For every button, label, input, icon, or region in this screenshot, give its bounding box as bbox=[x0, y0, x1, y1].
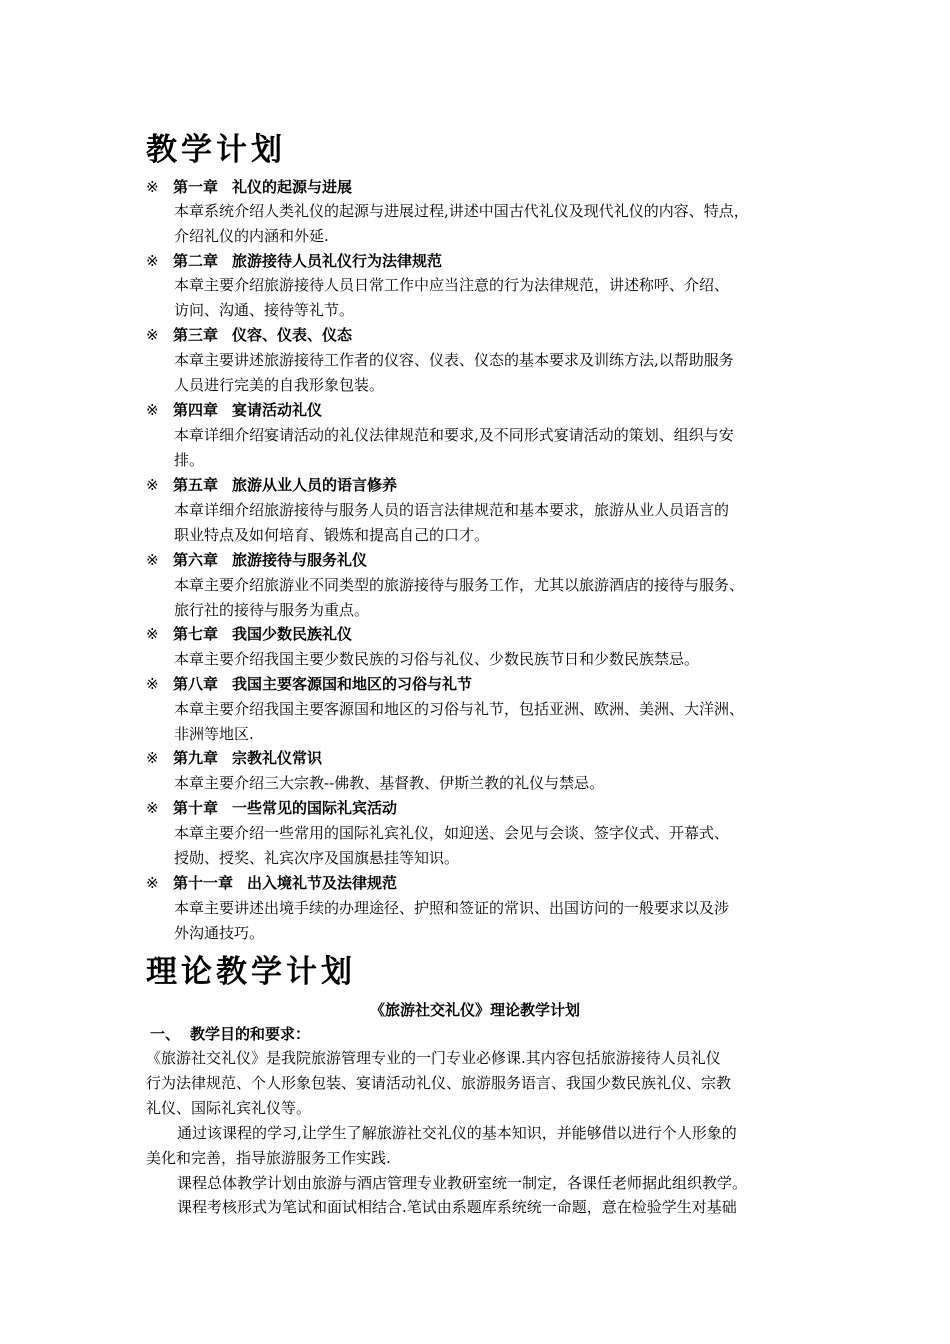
chapter-name: 旅游从业人员的语言修养 bbox=[232, 476, 398, 494]
chapter-desc-line: 本章主要介绍三大宗教--佛教、基督教、伊斯兰教的礼仪与禁忌。 bbox=[174, 774, 605, 792]
chapter-desc-line: 本章主要介绍旅游业不同类型的旅游接待与服务工作，尤其以旅游酒店的接待与服务、 bbox=[174, 576, 745, 594]
chapter-title bbox=[146, 474, 397, 496]
chapter-title bbox=[146, 176, 352, 198]
plan-heading: 教学计划 bbox=[146, 132, 286, 168]
chapter-desc-line: 旅行社的接待与服务为重点。 bbox=[174, 601, 370, 619]
chapter-name: 仪容、仪表、仪态 bbox=[232, 326, 353, 344]
chapter-desc-line: 本章主要介绍我国主要客源国和地区的习俗与礼节，包括亚洲、欧洲、美洲、大洋洲、 bbox=[174, 700, 745, 718]
chapter-title bbox=[146, 747, 322, 769]
paragraph-line: 《旅游社交礼仪》是我院旅游管理专业的一门专业必修课.其内容包括旅游接待人员礼仪 bbox=[146, 1049, 721, 1067]
theory-heading: 理论教学计划 bbox=[146, 954, 356, 990]
paragraph-line: 课程总体教学计划由旅游与酒店管理专业教研室统一制定，各课任老师据此组织教学。 bbox=[177, 1174, 748, 1192]
chapter-number: 第六章 bbox=[173, 551, 219, 569]
reference-mark: ※ bbox=[146, 252, 159, 270]
chapter-desc-line: 外沟通技巧。 bbox=[174, 924, 265, 942]
chapter-title bbox=[146, 623, 352, 645]
chapter-desc-line: 本章详细介绍宴请活动的礼仪法律规范和要求,及不同形式宴请活动的策划、组织与安 bbox=[174, 426, 734, 444]
chapter-desc-line: 本章详细介绍旅游接待与服务人员的语言法律规范和基本要求，旅游从业人员语言的 bbox=[174, 501, 730, 519]
reference-mark: ※ bbox=[146, 799, 159, 817]
chapter-name: 旅游接待与服务礼仪 bbox=[232, 551, 368, 569]
chapter-name: 一些常见的国际礼宾活动 bbox=[232, 799, 398, 817]
chapter-name: 旅游接待人员礼仪行为法律规范 bbox=[232, 252, 443, 270]
chapter-number: 第一章 bbox=[173, 178, 219, 196]
chapter-number: 第十一章 bbox=[173, 874, 234, 892]
chapter-name: 宴请活动礼仪 bbox=[232, 401, 323, 419]
chapter-desc-line: 本章主要介绍一些常用的国际礼宾礼仪，如迎送、会见与会谈、签字仪式、开幕式、 bbox=[174, 824, 730, 842]
reference-mark: ※ bbox=[146, 625, 159, 643]
chapter-number: 第二章 bbox=[173, 252, 219, 270]
theory-plan-title: 《旅游社交礼仪》理论教学计划 bbox=[369, 1001, 580, 1019]
chapter-number: 第四章 bbox=[173, 401, 219, 419]
reference-mark: ※ bbox=[146, 675, 159, 693]
chapter-title bbox=[146, 872, 397, 894]
chapter-desc-line: 本章系统介绍人类礼仪的起源与进展过程,讲述中国古代礼仪及现代礼仪的内容、特点， bbox=[174, 202, 749, 220]
reference-mark: ※ bbox=[146, 551, 159, 569]
chapter-title bbox=[146, 324, 352, 346]
chapter-title bbox=[146, 797, 397, 819]
chapter-desc-line: 介绍礼仪的内涵和外延. bbox=[174, 227, 329, 245]
chapter-desc-line: 授勋、授奖、礼宾次序及国旗悬挂等知识。 bbox=[174, 849, 460, 867]
paragraph-line: 行为法律规范、个人形象包装、宴请活动礼仪、旅游服务语言、我国少数民族礼仪、宗教 bbox=[146, 1074, 732, 1092]
reference-mark: ※ bbox=[146, 326, 159, 344]
chapter-desc-line: 本章主要介绍我国主要少数民族的习俗与礼仪、少数民族节日和少数民族禁忌。 bbox=[174, 650, 700, 668]
chapter-title bbox=[146, 399, 322, 421]
chapter-title bbox=[146, 673, 472, 695]
reference-mark: ※ bbox=[146, 178, 159, 196]
chapter-desc-line: 本章主要讲述旅游接待工作者的仪容、仪表、仪态的基本要求及训练方法,以帮助服务 bbox=[174, 351, 734, 369]
chapter-name: 我国少数民族礼仪 bbox=[232, 625, 353, 643]
chapter-number: 第三章 bbox=[173, 326, 219, 344]
chapter-title bbox=[146, 250, 442, 272]
section-title: 教学目的和要求： bbox=[190, 1025, 311, 1043]
paragraph-line: 通过该课程的学习,让学生了解旅游社交礼仪的基本知识，并能够借以进行个人形象的 bbox=[177, 1124, 737, 1142]
paragraph-line: 礼仪、国际礼宾礼仪等。 bbox=[146, 1099, 312, 1117]
chapter-title bbox=[146, 549, 367, 571]
chapter-desc-line: 人员进行完美的自我形象包装。 bbox=[174, 376, 385, 394]
section-number: 一、 bbox=[150, 1025, 181, 1043]
chapter-name: 宗教礼仪常识 bbox=[232, 749, 323, 767]
chapter-desc-line: 本章主要介绍旅游接待人员日常工作中应当注意的行为法律规范，讲述称呼、介绍、 bbox=[174, 276, 730, 294]
reference-mark: ※ bbox=[146, 749, 159, 767]
chapter-name: 礼仪的起源与进展 bbox=[232, 178, 353, 196]
chapter-desc-line: 职业特点及如何培育、锻炼和提高自己的口才。 bbox=[174, 526, 490, 544]
paragraph-line: 课程考核形式为笔试和面试相结合.笔试由系题库系统统一命题，意在检验学生对基础 bbox=[177, 1198, 737, 1216]
chapter-number: 第五章 bbox=[173, 476, 219, 494]
reference-mark: ※ bbox=[146, 401, 159, 419]
chapter-number: 第七章 bbox=[173, 625, 219, 643]
reference-mark: ※ bbox=[146, 874, 159, 892]
chapter-desc-line: 本章主要讲述出境手续的办理途径、护照和签证的常识、出国访问的一般要求以及涉 bbox=[174, 899, 730, 917]
section-heading bbox=[150, 1022, 310, 1046]
chapter-number: 第十章 bbox=[173, 799, 219, 817]
chapter-number: 第九章 bbox=[173, 749, 219, 767]
chapter-number: 第八章 bbox=[173, 675, 219, 693]
paragraph-line: 美化和完善，指导旅游服务工作实践. bbox=[146, 1149, 391, 1167]
chapter-name: 我国主要客源国和地区的习俗与礼节 bbox=[232, 675, 473, 693]
chapter-name: 出入境礼节及法律规范 bbox=[247, 874, 398, 892]
chapter-desc-line: 排。 bbox=[174, 451, 205, 469]
reference-mark: ※ bbox=[146, 476, 159, 494]
chapter-desc-line: 非洲等地区. bbox=[174, 725, 254, 743]
chapter-desc-line: 访问、沟通、接待等礼节。 bbox=[174, 301, 355, 319]
